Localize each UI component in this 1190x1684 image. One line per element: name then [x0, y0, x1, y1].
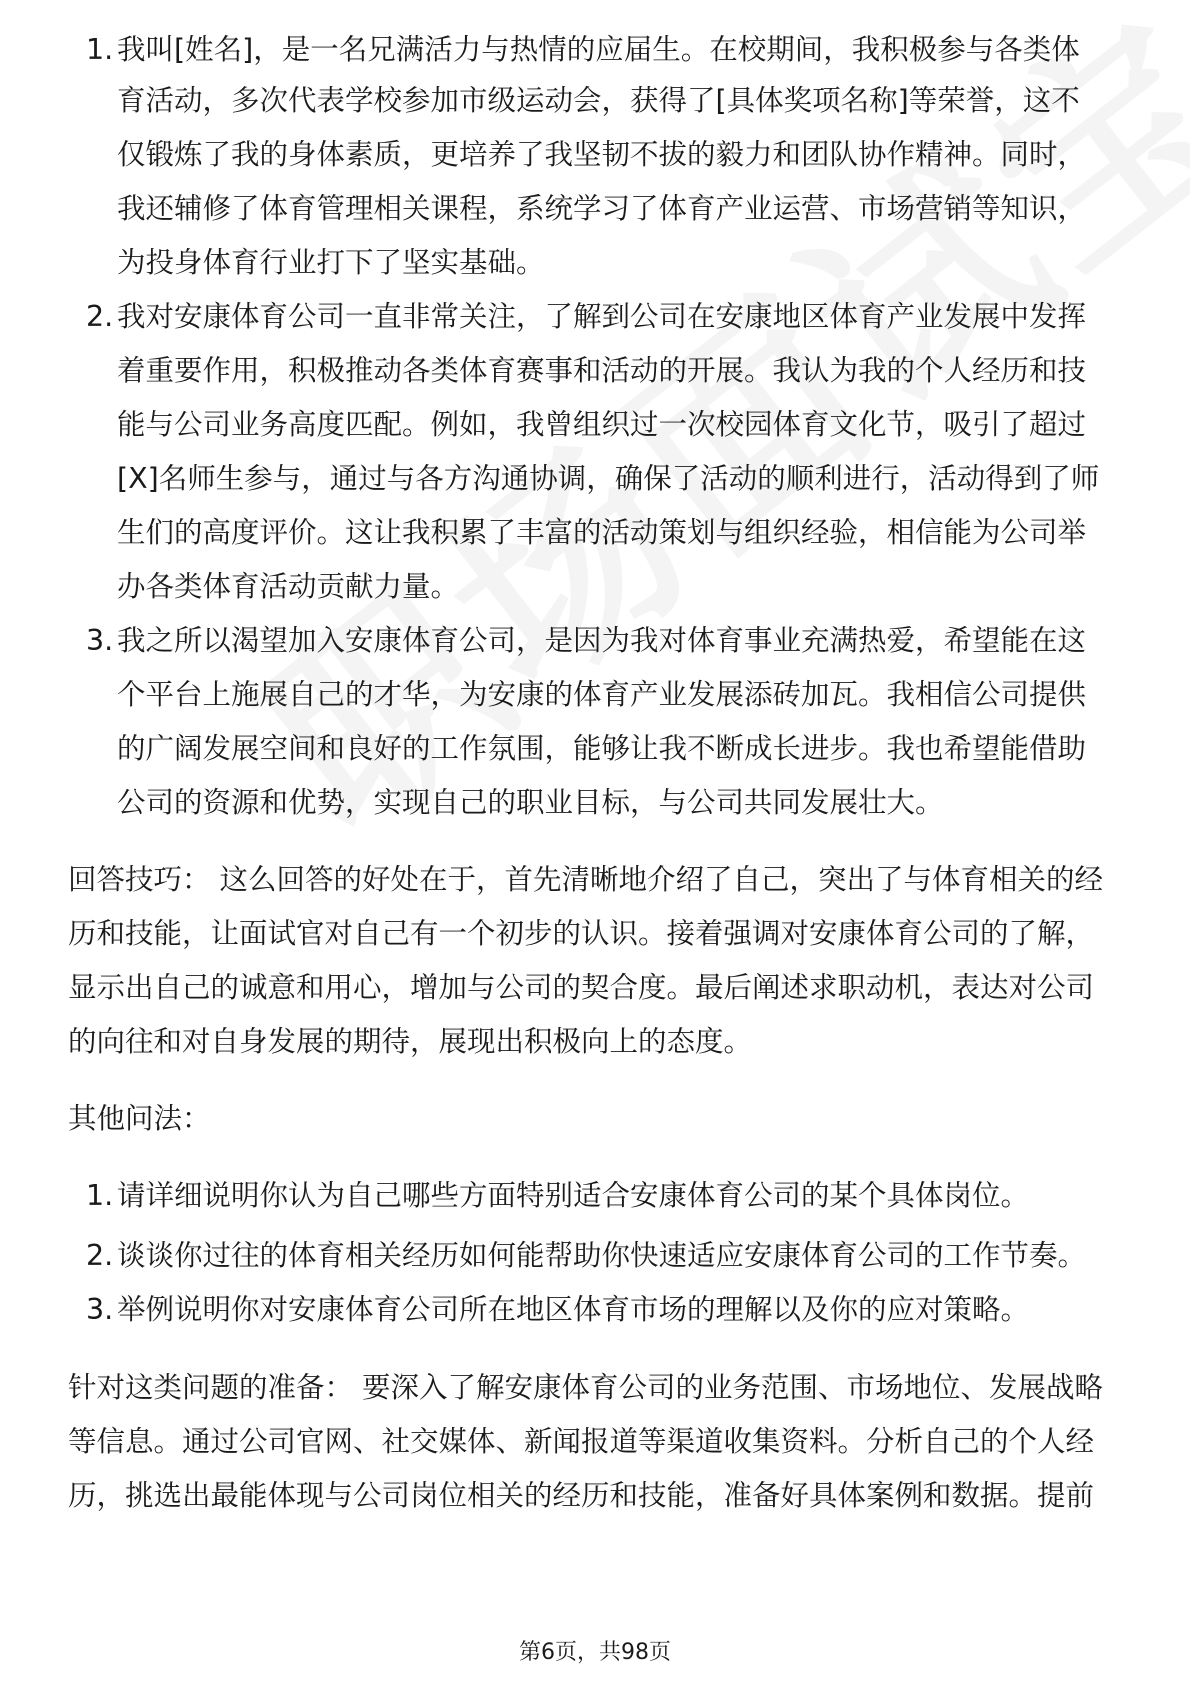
list-item-line: 生们的高度评价。这让我积累了丰富的活动策划与组织经验，相信能为公司举	[117, 516, 1087, 549]
list-item-line: 个平台上施展自己的才华，为安康的体育产业发展添砖加瓦。我相信公司提供	[117, 678, 1087, 711]
list-item-line: [X]名师生参与，通过与各方沟通协调，确保了活动的顺利进行，活动得到了师	[117, 462, 1100, 495]
list-item: 举例说明你对安康体育公司所在地区体育市场的理解以及你的应对策略。	[117, 1293, 1030, 1326]
list-item: 请详细说明你认为自己哪些方面特别适合安康体育公司的某个具体岗位。	[117, 1179, 1030, 1212]
tips-paragraph-line: 的向往和对自身发展的期待，展现出积极向上的态度。	[68, 1025, 753, 1058]
tips-paragraph-line: 历和技能，让面试官对自己有一个初步的认识。接着强调对安康体育公司的了解，	[68, 917, 1095, 950]
tips-paragraph-line: 显示出自己的诚意和用心，增加与公司的契合度。最后阐述求职动机，表达对公司	[68, 971, 1095, 1004]
list-item-line: 为投身体育行业打下了坚实基础。	[117, 246, 545, 279]
list-item-line: 育活动，多次代表学校参加市级运动会，获得了[具体奖项名称]等荣誉，这不	[117, 84, 1080, 117]
list-item-number: 2.	[86, 300, 114, 333]
list-item-line: 公司的资源和优势，实现自己的职业目标，与公司共同发展壮大。	[117, 786, 944, 819]
list-item-line: 办各类体育活动贡献力量。	[117, 570, 460, 603]
section-heading: 其他问法：	[68, 1102, 211, 1135]
list-item-line: 我还辅修了体育管理相关课程，系统学习了体育产业运营、市场营销等知识，	[117, 192, 1087, 225]
list-item-line: 我对安康体育公司一直非常关注，了解到公司在安康地区体育产业发展中发挥	[117, 300, 1087, 333]
prep-paragraph-line: 等信息。通过公司官网、社交媒体、新闻报道等渠道收集资料。分析自己的个人经	[68, 1425, 1095, 1458]
list-item-number: 1.	[86, 33, 114, 66]
tips-paragraph-line: 回答技巧： 这么回答的好处在于，首先清晰地介绍了自己，突出了与体育相关的经	[68, 863, 1104, 896]
list-item: 谈谈你过往的体育相关经历如何能帮助你快速适应安康体育公司的工作节奏。	[117, 1239, 1087, 1272]
list-item-line: 仅锻炼了我的身体素质，更培养了我坚韧不拔的毅力和团队协作精神。同时，	[117, 138, 1087, 171]
list-item-line: 能与公司业务高度匹配。例如，我曾组织过一次校园体育文化节，吸引了超过	[117, 408, 1087, 441]
list-item-line: 着重要作用，积极推动各类体育赛事和活动的开展。我认为我的个人经历和技	[117, 354, 1087, 387]
list-item-number: 3.	[86, 1293, 114, 1326]
page-number: 第6页，共98页	[519, 1640, 671, 1665]
list-item-line: 我叫[姓名]，是一名兄满活力与热情的应届生。在校期间，我积极参与各类体	[117, 33, 1080, 66]
prep-paragraph-line: 针对这类问题的准备： 要深入了解安康体育公司的业务范围、市场地位、发展战略	[68, 1371, 1104, 1404]
list-item-line: 的广阔发展空间和良好的工作氛围，能够让我不断成长进步。我也希望能借助	[117, 732, 1087, 765]
list-item-number: 1.	[86, 1179, 114, 1212]
list-item-number: 2.	[86, 1239, 114, 1272]
list-item-line: 我之所以渴望加入安康体育公司，是因为我对体育事业充满热爱，希望能在这	[117, 624, 1087, 657]
list-item-number: 3.	[86, 624, 114, 657]
prep-paragraph-line: 历，挑选出最能体现与公司岗位相关的经历和技能，准备好具体案例和数据。提前	[68, 1479, 1095, 1512]
